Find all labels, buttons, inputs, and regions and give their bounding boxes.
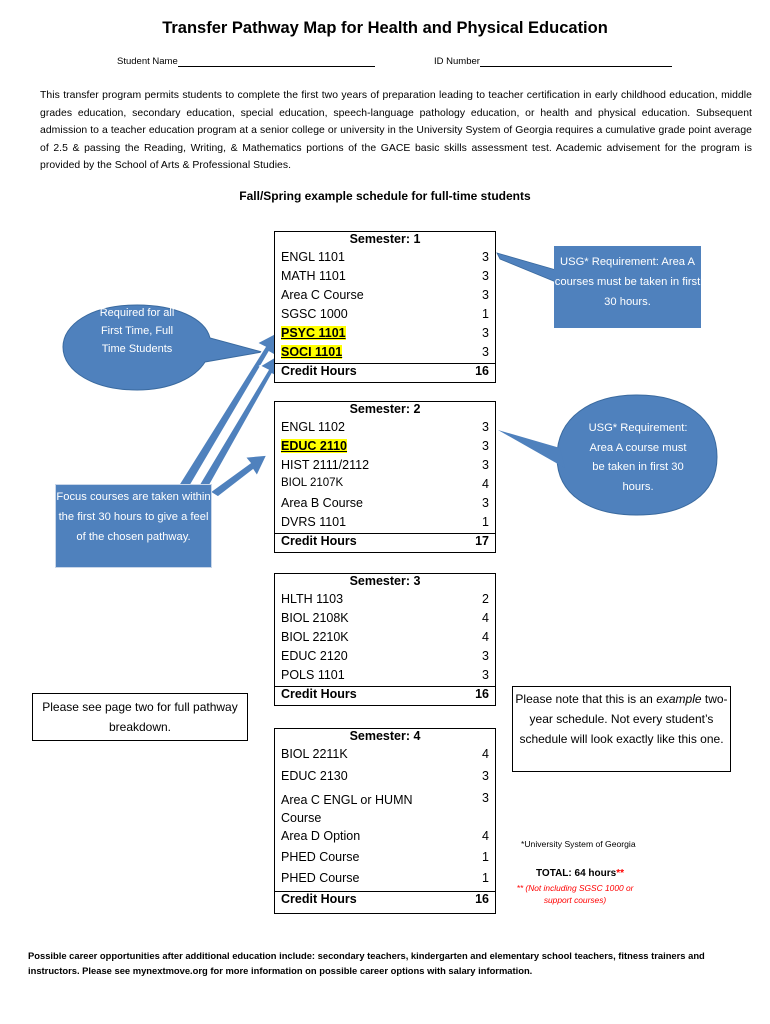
course-hours: 3 bbox=[482, 790, 489, 805]
required-bubble-text: Required for all First Time, Full Time Students bbox=[99, 307, 175, 355]
course-name: HLTH 1103 bbox=[281, 591, 344, 606]
student-name-label: Student Name bbox=[117, 56, 178, 67]
course-hours: 3 bbox=[482, 287, 489, 302]
semester-4-table bbox=[274, 728, 496, 914]
course-name: BIOL 2108K bbox=[281, 610, 349, 625]
course-name: PHED Course bbox=[281, 849, 360, 864]
id-number-field[interactable] bbox=[434, 55, 672, 67]
total-hours-note: ** (Not including SGSC 1000 or support courses) bbox=[516, 883, 634, 905]
course-hours: 4 bbox=[482, 610, 489, 625]
course-hours: 3 bbox=[482, 438, 489, 453]
semester-title: Semester: 3 bbox=[349, 574, 421, 588]
credit-hours-label: Credit Hours bbox=[275, 687, 444, 706]
credit-hours-label: Credit Hours bbox=[275, 892, 433, 914]
credit-hours-total: 16 bbox=[433, 892, 496, 914]
course-name: Area C ENGL or HUMN Course bbox=[281, 792, 413, 825]
course-name: BIOL 2210K bbox=[281, 629, 349, 644]
course-hours: 2 bbox=[482, 591, 489, 606]
course-hours: 3 bbox=[482, 768, 489, 783]
semester-3-table bbox=[274, 573, 496, 706]
course-hours: 3 bbox=[482, 457, 489, 472]
student-name-line[interactable] bbox=[178, 55, 375, 67]
course-hours: 3 bbox=[482, 419, 489, 434]
course-name-highlighted: PSYC 1101 bbox=[281, 325, 346, 340]
course-name: HIST 2111/2112 bbox=[281, 457, 370, 472]
course-hours: 1 bbox=[482, 870, 489, 885]
credit-hours-label: Credit Hours bbox=[275, 534, 444, 553]
course-name: MATH 1101 bbox=[281, 268, 346, 283]
total-hours-text: TOTAL: 64 hours bbox=[536, 868, 617, 879]
semester-title: Semester: 1 bbox=[349, 232, 421, 246]
course-hours: 3 bbox=[482, 495, 489, 510]
course-hours: 4 bbox=[482, 476, 489, 491]
semester-2-table bbox=[274, 401, 496, 553]
course-hours: 3 bbox=[482, 344, 489, 359]
course-hours: 3 bbox=[482, 268, 489, 283]
id-number-line[interactable] bbox=[480, 55, 672, 67]
credit-hours-total: 16 bbox=[443, 364, 496, 383]
semester-1-table bbox=[274, 231, 496, 383]
course-name: EDUC 2130 bbox=[281, 768, 348, 783]
course-hours: 1 bbox=[482, 514, 489, 529]
page-title: Transfer Pathway Map for Health and Physical Education bbox=[162, 19, 608, 37]
page-two-note: Please see page two for full pathway breakdown. bbox=[32, 693, 248, 741]
example-note-text: Please note that this is an bbox=[515, 692, 657, 706]
credit-hours-total: 17 bbox=[443, 534, 496, 553]
total-hours-asterisks: ** bbox=[616, 868, 624, 879]
course-name-highlighted: EDUC 2110 bbox=[281, 438, 348, 453]
course-name: DVRS 1101 bbox=[281, 514, 347, 529]
intro-paragraph: This transfer program permits students to complete the first two years of preparation leading to teacher certification in early childhood education, middle grades education, secondary education, special education, speech-language pathology education, or health and physical education. Subsequent admission to a teacher education program at a senior college or university in the University System of Georgia requires a cumulative grade point average of 2.5 & passing the Reading, Writing, & Mathematics portions of the GACE basic skills assessment test. Academic advisement for the program is provided by the School of Arts & Professional Studies. bbox=[40, 90, 752, 171]
course-name: SGSC 1000 bbox=[281, 306, 348, 321]
course-name-highlighted: SOCI 1101 bbox=[281, 344, 343, 359]
credit-hours-total: 16 bbox=[443, 687, 496, 706]
example-schedule-note bbox=[512, 686, 731, 772]
focus-courses-box: Focus courses are taken within the first 30 hours to give a feel of the chosen pathway. bbox=[55, 484, 212, 568]
course-name: PHED Course bbox=[281, 870, 360, 885]
course-name: POLS 1101 bbox=[281, 667, 345, 682]
id-number-label: ID Number bbox=[434, 56, 480, 67]
course-hours: 4 bbox=[482, 746, 489, 761]
course-name: BIOL 2107K bbox=[281, 476, 344, 489]
course-name: BIOL 2211K bbox=[281, 746, 348, 761]
course-hours: 1 bbox=[482, 306, 489, 321]
career-opportunities: Possible career opportunities after additional education include: secondary teachers, kindergarten and elementary school teachers, fitness trainers and instructors. Please see mynextmove.org for more information on possible career options with salary information. bbox=[28, 950, 705, 976]
course-hours: 3 bbox=[482, 648, 489, 663]
course-hours: 4 bbox=[482, 828, 489, 843]
example-note-emphasis: example bbox=[656, 692, 702, 706]
course-hours: 1 bbox=[482, 849, 489, 864]
course-name: Area B Course bbox=[281, 495, 363, 510]
total-hours bbox=[536, 868, 624, 879]
usg-bubble-tail bbox=[498, 430, 565, 468]
course-hours: 3 bbox=[482, 249, 489, 264]
credit-hours-label: Credit Hours bbox=[275, 364, 444, 383]
semester-title: Semester: 4 bbox=[349, 729, 421, 743]
course-name: ENGL 1102 bbox=[281, 419, 345, 434]
course-name: EDUC 2120 bbox=[281, 648, 348, 663]
course-name: Area C Course bbox=[281, 287, 364, 302]
course-name: Area D Option bbox=[281, 828, 361, 843]
usg-definition: *University System of Georgia bbox=[521, 839, 636, 849]
student-name-field[interactable] bbox=[117, 55, 375, 67]
course-hours: 4 bbox=[482, 629, 489, 644]
course-hours: 3 bbox=[482, 325, 489, 340]
course-hours: 3 bbox=[482, 667, 489, 682]
usg-box-tail bbox=[497, 253, 556, 282]
example-note-text-rest: two-year schedule. Not every student’s schedule will look exactly like this one. bbox=[519, 692, 728, 746]
semester-title: Semester: 2 bbox=[349, 402, 421, 416]
usg-requirement-box: USG* Requirement: Area A courses must be taken in first 30 hours. bbox=[554, 246, 701, 328]
schedule-subtitle: Fall/Spring example schedule for full-time students bbox=[239, 189, 531, 203]
course-name: ENGL 1101 bbox=[281, 249, 345, 264]
usg-bubble-text: USG* Requirement: Area A course must be taken in first 30 hours. bbox=[588, 422, 688, 493]
